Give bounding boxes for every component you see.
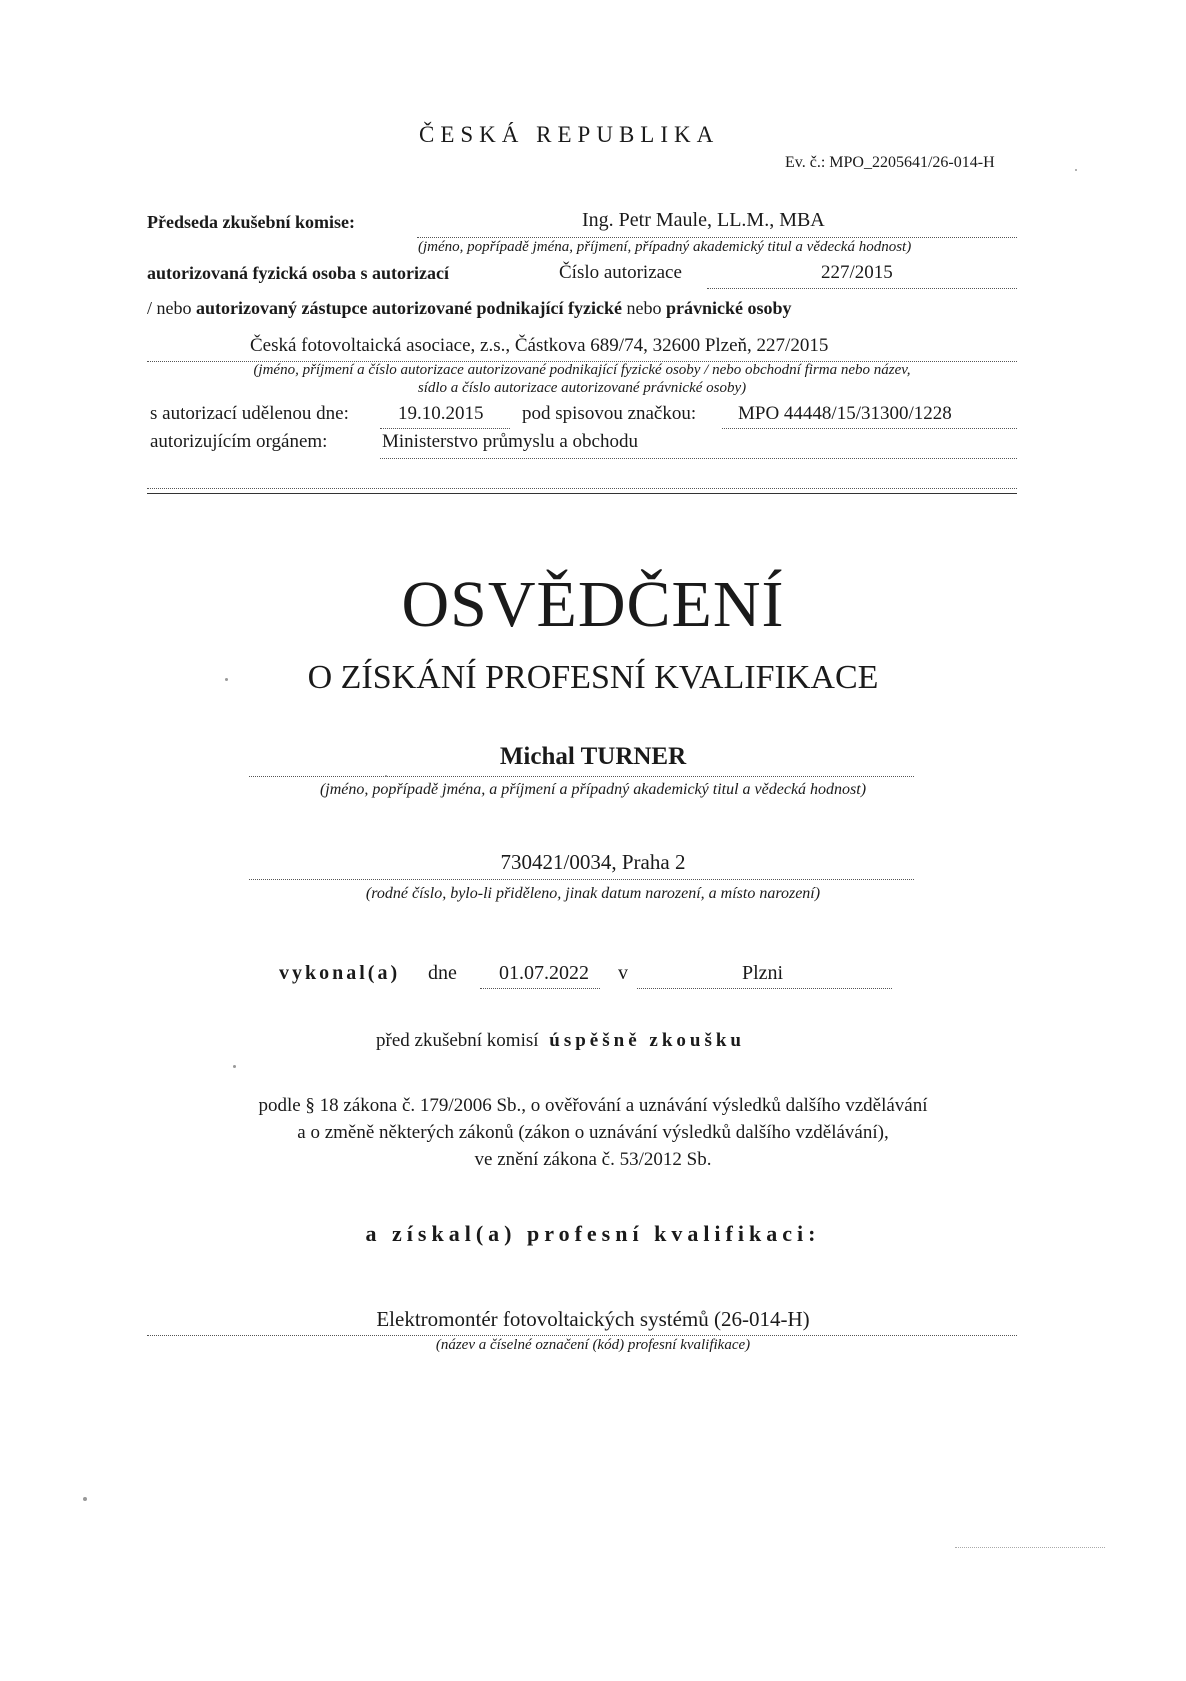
qualification-line: [147, 1335, 1017, 1336]
representative-type: autorizovaný zástupce autorizované podnikající fyzické: [196, 298, 622, 318]
section-divider: [147, 493, 1017, 494]
exam-date-line: [480, 988, 600, 989]
exam-place-line: [637, 988, 892, 989]
representative-prefix: / nebo: [147, 298, 192, 318]
holder-hint: (jméno, popřípadě jména, a příjmení a případný akademický titul a vědecká hodnost): [319, 781, 867, 798]
scan-speck: [1075, 169, 1077, 171]
holder-name-line: [249, 776, 914, 777]
day-label: dne: [428, 962, 457, 984]
before-label: před zkušební komisí: [376, 1030, 539, 1051]
chair-label: Předseda zkušební komise:: [147, 212, 356, 232]
scan-artifact-line: [955, 1547, 1105, 1548]
holder-name: Michal TURNER: [499, 743, 687, 770]
organization-hint-2: sídlo a číslo autorizace autorizované právnické osoby): [417, 380, 747, 396]
authority: Ministerstvo průmyslu a obchodu: [382, 431, 638, 452]
law-line-2: a o změně některých zákonů (zákon o uznávání výsledků dalšího vzdělávání),: [297, 1122, 889, 1143]
authorization-number-line: [707, 288, 1017, 289]
certificate-title: OSVĚDČENÍ: [401, 568, 785, 641]
scan-ghost-mark: [80, 70, 92, 117]
authorized-person-label: autorizovaná fyzická osoba s autorizací: [147, 263, 449, 283]
chair-hint: (jméno, popřípadě jména, příjmení, případný akademický titul a vědecká hodnost): [418, 239, 912, 255]
organization-hint-1: (jméno, příjmení a číslo autorizace autorizované podnikající fyzické osoby / nebo obchodní firma nebo název,: [253, 362, 911, 378]
representative-legal: právnické osoby: [665, 298, 792, 318]
scan-speck: [233, 1065, 236, 1068]
country-heading: ČESKÁ REPUBLIKA: [419, 122, 720, 147]
authorization-number-label: Číslo autorizace: [559, 262, 682, 283]
granted-date: 19.10.2015: [398, 403, 484, 424]
granted-line: [380, 428, 510, 429]
section-divider-dotted: [147, 488, 1017, 489]
exam-date: 01.07.2022: [499, 962, 589, 984]
qualification: Elektromontér fotovoltaických systémů (26-014-H): [376, 1307, 810, 1331]
exam-place: Plzni: [742, 962, 784, 984]
file-number: MPO 44448/15/31300/1228: [738, 403, 952, 424]
chair-name: Ing. Petr Maule, LL.M., MBA: [582, 209, 825, 231]
performed-label: vykonal(a): [279, 962, 401, 984]
authority-line: [380, 458, 1017, 459]
birth-hint: (rodné číslo, bylo-li přiděleno, jinak datum narození, a místo narození): [365, 885, 821, 902]
birth-info-line: [249, 879, 914, 880]
evidence-number: Ev. č.: MPO_2205641/26-014-H: [785, 154, 995, 171]
file-number-line: [722, 428, 1017, 429]
chair-name-line: [417, 237, 1017, 238]
granted-label: s autorizací udělenou dne:: [150, 403, 349, 424]
scan-speck: [83, 1497, 87, 1501]
birth-info: 730421/0034, Praha 2: [500, 850, 686, 874]
law-line-3: ve znění zákona č. 53/2012 Sb.: [474, 1149, 712, 1170]
file-label: pod spisovou značkou:: [522, 403, 697, 424]
obtained-label: a získal(a) profesní kvalifikaci:: [365, 1221, 821, 1246]
representative-line: [147, 298, 792, 319]
authorization-number: 227/2015: [821, 262, 893, 283]
representative-or: nebo: [626, 298, 662, 318]
before-committee: [376, 1030, 745, 1052]
success-label: úspěšně zkoušku: [549, 1030, 745, 1051]
organization: Česká fotovoltaická asociace, z.s., Částkova 689/74, 32600 Plzeň, 227/2015: [250, 335, 829, 356]
qualification-hint: (název a číselné označení (kód) profesní kvalifikace): [435, 1337, 751, 1353]
certificate-subtitle: O ZÍSKÁNÍ PROFESNÍ KVALIFIKACE: [307, 659, 879, 696]
law-line-1: podle § 18 zákona č. 179/2006 Sb., o ověřování a uznávání výsledků dalšího vzdělávání: [258, 1095, 928, 1116]
authority-label: autorizujícím orgánem:: [150, 431, 328, 452]
in-label: v: [618, 962, 628, 984]
